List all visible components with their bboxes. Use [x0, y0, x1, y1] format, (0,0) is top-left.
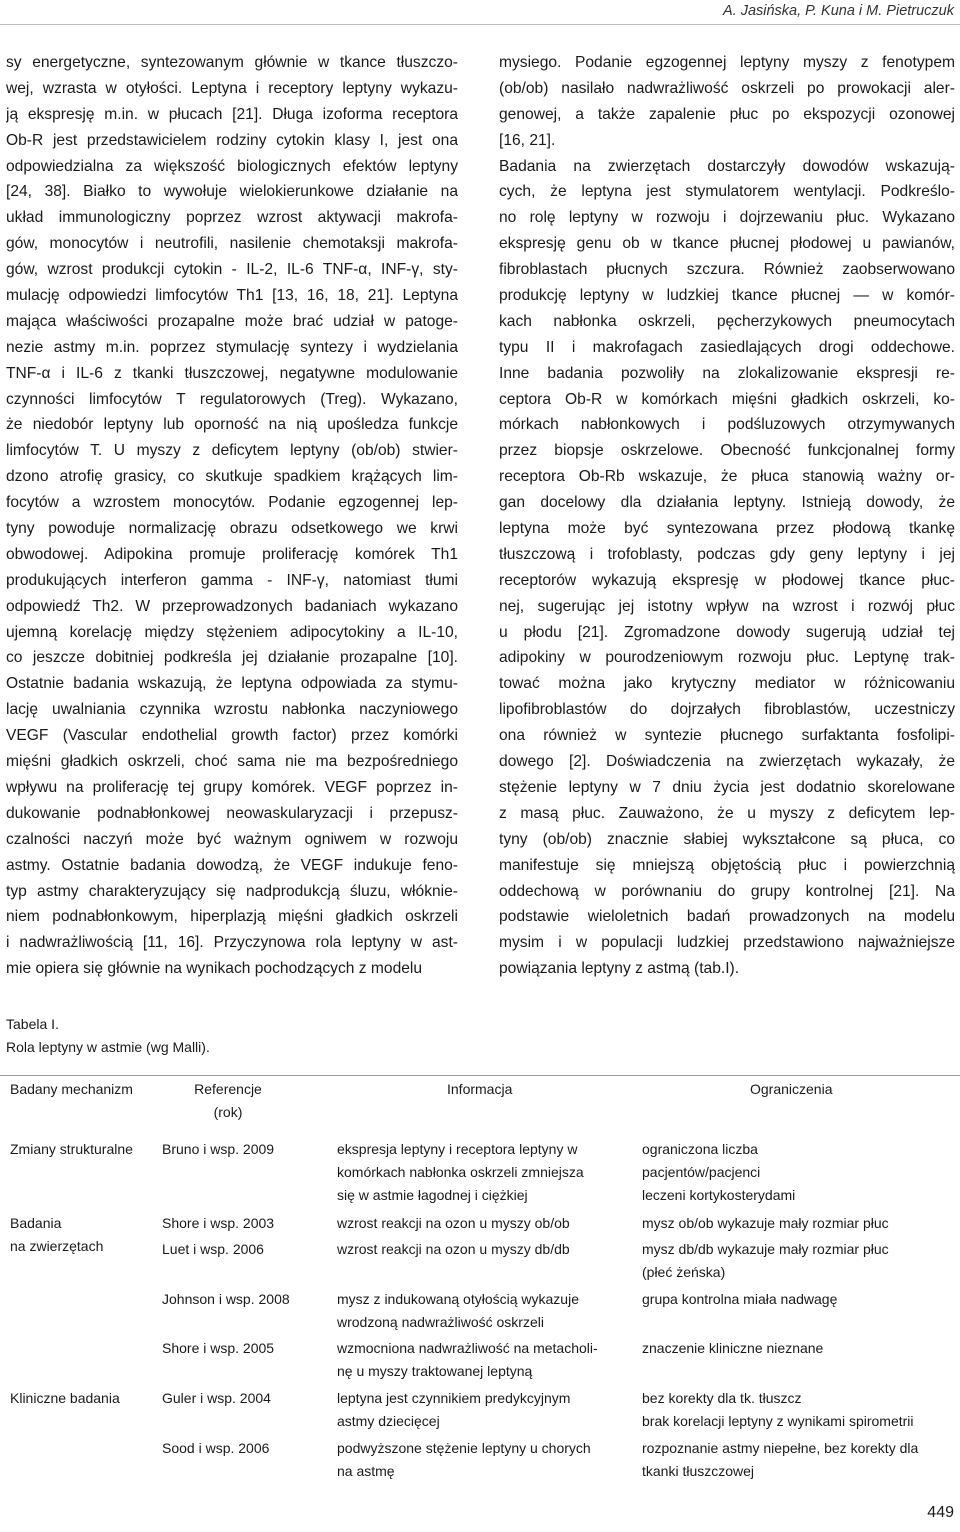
right-text-column: [499, 50, 955, 982]
text-line: układ immunologiczny poprzez wzrost aktywacji makrofa-: [6, 209, 458, 227]
text-line: Inne badania pozwoliły na zlokalizowanie ekspresji re-: [499, 364, 955, 382]
text-line: produkcję leptyny w ludzkiej tkance płucnej — w komór-: [499, 287, 955, 305]
table-cell-line: na zwierzętach: [10, 1238, 104, 1254]
text-line: [24, 38]. Białko to wywołuje wielokierunkowe działanie na: [6, 183, 458, 201]
text-line: odpowiedzialna za większość biologicznych efektów leptyny: [6, 157, 458, 175]
text-line: lipofibroblastów do dojrzałych fibroblastów, uczestniczy: [499, 701, 955, 719]
table-cell-line: brak korelacji leptyny z wynikami spirometrii: [642, 1413, 914, 1429]
table-cell-information: [337, 1212, 637, 1235]
text-line: fibroblastach płucnych szczura. Również zaobserwowano: [499, 261, 955, 279]
text-line: mysim i w populacji ludzkiej przedstawiono najważniejsze: [499, 934, 955, 952]
table-cell-information: [337, 1337, 637, 1383]
text-line: dzono atrofię grasicy, co skutkuje spadkiem krążących lim-: [6, 468, 458, 486]
text-line: leptyna może być syntezowana przez płodową tkankę: [499, 520, 955, 538]
table-cell-limitations: [642, 1437, 957, 1483]
text-line: sy energetyczne, syntezowanym głównie w tkance tłuszczo-: [6, 54, 458, 71]
text-line: dowego [2]. Doświadczenia na zwierzętach wykazały, że: [499, 753, 955, 771]
text-line: stężenie leptyny w 7 dniu życia jest dodatnio skorelowane: [499, 778, 955, 796]
text-line: mysiego. Podanie egzogennej leptyny myszy z fenotypem: [499, 54, 955, 71]
table-cell-limitations: [642, 1288, 957, 1311]
table-cell-line: wrodzoną nadwrażliwość oskrzeli: [337, 1314, 544, 1330]
text-line: Badania na zwierzętach dostarczyły dowodów wskazują-: [499, 157, 955, 175]
table-cell-line: tkanki tłuszczowej: [642, 1463, 755, 1479]
table-cell-line: Kliniczne badania: [10, 1390, 120, 1406]
text-line: obwodowej. Adipokina promuje proliferację komórek Th1: [6, 545, 458, 563]
text-line: VEGF (Vascular endothelial growth factor) przez komórki: [6, 727, 458, 745]
table-cell-line: Shore i wsp. 2003: [162, 1215, 275, 1231]
text-line: limfocytów T. U myszy z deficytem leptyny (ob/ob) stwier-: [6, 442, 458, 460]
table-cell-line: ekspresja leptyny i receptora leptyny w: [337, 1141, 578, 1157]
text-line: niem podnabłonkowym, hiperplazją mięśni gładkich oskrzeli: [6, 908, 458, 926]
text-line: wej, wzrasta w otyłości. Leptyna i receptory leptyny wykazu-: [6, 79, 458, 97]
table-cell-line: Luet i wsp. 2006: [162, 1241, 264, 1257]
table-cell-line: leptyna jest czynnikiem predykcyjnym: [337, 1390, 571, 1406]
header-references-line: (rok): [213, 1104, 243, 1120]
text-line: mie opiera się głównie na wynikach pochodzących z modelu: [6, 960, 423, 978]
text-line: mająca właściwości prozapalne może brać udział w patoge-: [6, 312, 458, 330]
header-references: [162, 1078, 294, 1124]
table-cell-information: [337, 1288, 637, 1334]
text-line: ją ekspresję m.in. w płucach [21]. Długa izoforma receptora: [6, 105, 458, 123]
text-line: produkujących interferon gamma - INF-γ, natomiast tłumi: [6, 571, 458, 589]
text-line: astmy. Ostatnie badania dowodzą, że VEGF indukuje feno-: [6, 856, 458, 874]
running-header: [723, 0, 954, 22]
table-cell-mechanism: [10, 1387, 160, 1410]
text-line: receptorów wykazują ekspresję w płodowej tkance płuc-: [499, 571, 955, 589]
table-cell-line: wzmocniona nadwrażliwość na metacholi-: [337, 1340, 598, 1356]
table-cell-line: grupa kontrolna miała nadwagę: [642, 1291, 838, 1307]
text-line: TNF-α i IL-6 z tkanki tłuszczowej, negatywne modulowanie: [6, 364, 458, 382]
text-line: ekspresję genu ob w tkance płucnej płodowej u pawianów,: [499, 235, 955, 253]
table-cell-line: Sood i wsp. 2006: [162, 1440, 270, 1456]
table-cell-references: [162, 1238, 332, 1261]
text-line: i nadwrażliwością [11, 16]. Przyczynowa rola leptyny w ast-: [6, 934, 458, 952]
table-cell-line: Bruno i wsp. 2009: [162, 1141, 275, 1157]
table-cell-line: na astmę: [337, 1463, 395, 1479]
text-line: oddechową w porównaniu do grupy kontrolnej [21]. Na: [499, 882, 955, 900]
table-caption-title: Rola leptyny w astmie (wg Malli).: [6, 1039, 210, 1055]
table-cell-information: [337, 1238, 637, 1261]
text-line: manifestuje się mniejszą objętością płuc i powierzchnią: [499, 856, 955, 874]
text-line: tyny powoduje normalizację obrazu odsetkowego we krwi: [6, 520, 458, 538]
table-cell-references: [162, 1387, 332, 1410]
text-line: genowej, a także zapalenie płuc po ekspozycji ozonowej: [499, 105, 955, 123]
text-line: typ astmy charakteryzujący się nadprodukcją śluzu, włóknie-: [6, 882, 458, 900]
table-cell-line: astmy dziecięcej: [337, 1413, 440, 1429]
text-line: nej, sugerując jej istotny wpływ na wzrost i rozwój płuc: [499, 597, 955, 615]
text-line: mięśni gładkich oskrzeli, choć sama nie ma bezpośredniego: [6, 753, 458, 771]
text-line: typu II i makrofagach zasiedlających drogi oddechowe.: [499, 338, 955, 356]
text-line: tłuszczową i trofoblasty, podczas gdy geny leptyny i jej: [499, 545, 955, 563]
table-cell-line: mysz z indukowaną otyłością wykazuje: [337, 1291, 579, 1307]
table-cell-line: mysz db/db wykazuje mały rozmiar płuc: [642, 1241, 889, 1257]
table-cell-line: pacjentów/pacjenci: [642, 1164, 761, 1180]
table-cell-references: [162, 1337, 332, 1360]
text-line: z masą płuc. Zauważono, że u myszy z deficytem lep-: [499, 804, 955, 822]
table-cell-mechanism: [10, 1212, 160, 1258]
table-cell-information: [337, 1138, 637, 1207]
text-line: Ob-R jest przedstawicielem rodziny cytokin klasy I, jest ona: [6, 131, 458, 149]
table-cell-line: znaczenie kliniczne nieznane: [642, 1340, 824, 1356]
text-line: [16, 21].: [499, 131, 556, 149]
table-cell-limitations: [642, 1387, 957, 1433]
text-line: gów, wzrost produkcji cytokin - IL-2, IL-6 TNF-α, INF-γ, sty-: [6, 261, 458, 279]
table-cell-line: mysz ob/ob wykazuje mały rozmiar płuc: [642, 1215, 889, 1231]
text-line: (ob/ob) nasilało nadwrażliwość oskrzeli po prowokacji aler-: [499, 79, 955, 97]
text-line: nezie astmy m.in. poprzez stymulację syntezy i wydzielania: [6, 338, 458, 356]
text-line: podstawie wieloletnich badań prowadzonych na modelu: [499, 908, 955, 926]
table-cell-references: [162, 1138, 332, 1161]
table-cell-line: Zmiany strukturalne: [10, 1141, 133, 1157]
text-line: no rolę leptyny w rozwoju i dojrzewaniu płuc. Wykazano: [499, 209, 955, 227]
text-line: adipokiny w pourodzeniowym rozwoju płuc. Leptynę trak-: [499, 649, 955, 667]
table-cell-references: [162, 1437, 332, 1460]
text-line: że niedobór leptyny lub oporność na nią upośledza funkcje: [6, 416, 458, 434]
table-cell-line: Shore i wsp. 2005: [162, 1340, 275, 1356]
text-line: kach nabłonka oskrzeli, pęcherzykowych pneumocytach: [499, 312, 955, 330]
header-mechanism: Badany mechanizm: [10, 1081, 133, 1097]
table-cell-limitations: [642, 1337, 957, 1360]
text-line: lację uwalniania czynnika wzrostu nabłonka naczyniowego: [6, 701, 458, 719]
text-line: ceptora Ob-R w komórkach mięśni gładkich oskrzeli, ko-: [499, 390, 955, 408]
table-cell-mechanism: [10, 1138, 160, 1161]
text-line: przez biopsje oskrzelowe. Obecność funkcjonalnej formy: [499, 442, 955, 460]
text-line: Ostatnie badania wskazują, że leptyna odpowiada za stymu-: [6, 675, 458, 693]
text-line: cych, że leptyna jest stymulatorem wentylacji. Podkreślo-: [499, 183, 955, 201]
table-cell-line: Badania: [10, 1215, 62, 1231]
text-line: u płodu [21]. Zgromadzone dowody sugerują udział tej: [499, 623, 955, 641]
table-cell-line: nę u myszy traktowanej leptyną: [337, 1363, 533, 1379]
table-cell-references: [162, 1288, 332, 1311]
table-cell-line: się w astmie łagodnej i ciężkiej: [337, 1187, 528, 1203]
text-line: ona również w syntezie płucnego surfaktanta fosfolipi-: [499, 727, 955, 745]
text-line: tyny (ob/ob) znacznie słabiej wykształcone są płuca, co: [499, 830, 955, 848]
table-cell-line: bez korekty dla tk. tłuszcz: [642, 1390, 802, 1406]
table-cell-line: rozpoznanie astmy niepełne, bez korekty dla: [642, 1440, 919, 1456]
text-line: mórkach nabłonkowych i podśluzowych otrzymywanych: [499, 416, 955, 434]
table-cell-limitations: [642, 1212, 957, 1235]
text-line: odpowiedź Th2. W przeprowadzonych badaniach wykazano: [6, 597, 458, 615]
text-line: czalności naczyń może być ważnym ogniwem w rozwoju: [6, 830, 458, 848]
table-cell-line: leczeni kortykosterydami: [642, 1187, 796, 1203]
text-line: dukowanie podnabłonkowej neowaskularyzacji i przepusz-: [6, 804, 458, 822]
table-cell-line: wzrost reakcji na ozon u myszy ob/ob: [337, 1215, 570, 1231]
text-line: focytów a wzrostem monocytów. Podanie egzogennej lep-: [6, 494, 458, 512]
table-cell-limitations: [642, 1138, 957, 1207]
header-limitations: Ograniczenia: [750, 1081, 833, 1097]
table-cell-references: [162, 1212, 332, 1235]
text-line: powiązania leptyny z astmą (tab.I).: [499, 960, 740, 978]
table-cell-line: ograniczona liczba: [642, 1141, 758, 1157]
table-cell-line: wzrost reakcji na ozon u myszy db/db: [337, 1241, 570, 1257]
table-cell-limitations: [642, 1238, 957, 1284]
table-cell-line: komórkach nabłonka oskrzeli zmniejsza: [337, 1164, 584, 1180]
table-top-rule: [0, 1075, 960, 1076]
text-line: gów, monocytów i neutrofili, nasilenie chemotaksji makrofa-: [6, 235, 458, 253]
header-rule: [0, 24, 960, 25]
header-authors: A. Jasińska, P. Kuna i M. Pietruczuk: [722, 3, 954, 19]
header-information: Informacja: [447, 1081, 513, 1097]
left-text-column: [6, 50, 458, 982]
header-references-line: Referencje: [194, 1081, 262, 1097]
table-cell-line: (płeć żeńska): [642, 1264, 726, 1280]
text-line: czynności limfocytów T regulatorowych (Treg). Wykazano,: [6, 390, 458, 408]
table-cell-information: [337, 1437, 637, 1483]
table-caption: [6, 1013, 210, 1059]
table-cell-line: podwyższone stężenie leptyny u chorych: [337, 1440, 591, 1456]
table-cell-information: [337, 1387, 637, 1433]
text-line: gan docelowy dla działania leptyny. Istnieją dowody, że: [499, 494, 955, 512]
table-cell-line: Johnson i wsp. 2008: [162, 1291, 290, 1307]
table-caption-label: Tabela I.: [6, 1016, 59, 1032]
page-number: 449: [927, 1504, 954, 1521]
text-line: receptora Ob-Rb wskazuje, że płuca stanowią ważny or-: [499, 468, 955, 486]
text-line: ujemną korelację między stężeniem adipocytokiny a IL-10,: [6, 623, 458, 641]
text-line: co jeszcze dobitniej podkreśla jej działanie prozapalne [10].: [6, 649, 458, 667]
text-line: mulację odpowiedzi limfocytów Th1 [13, 16, 18, 21]. Leptyna: [6, 287, 458, 305]
text-line: tować można jako krytyczny mediator w różnicowaniu: [499, 675, 955, 693]
table-cell-line: Guler i wsp. 2004: [162, 1390, 271, 1406]
text-line: wpływu na proliferację tej grupy komórek. VEGF poprzez in-: [6, 778, 458, 796]
